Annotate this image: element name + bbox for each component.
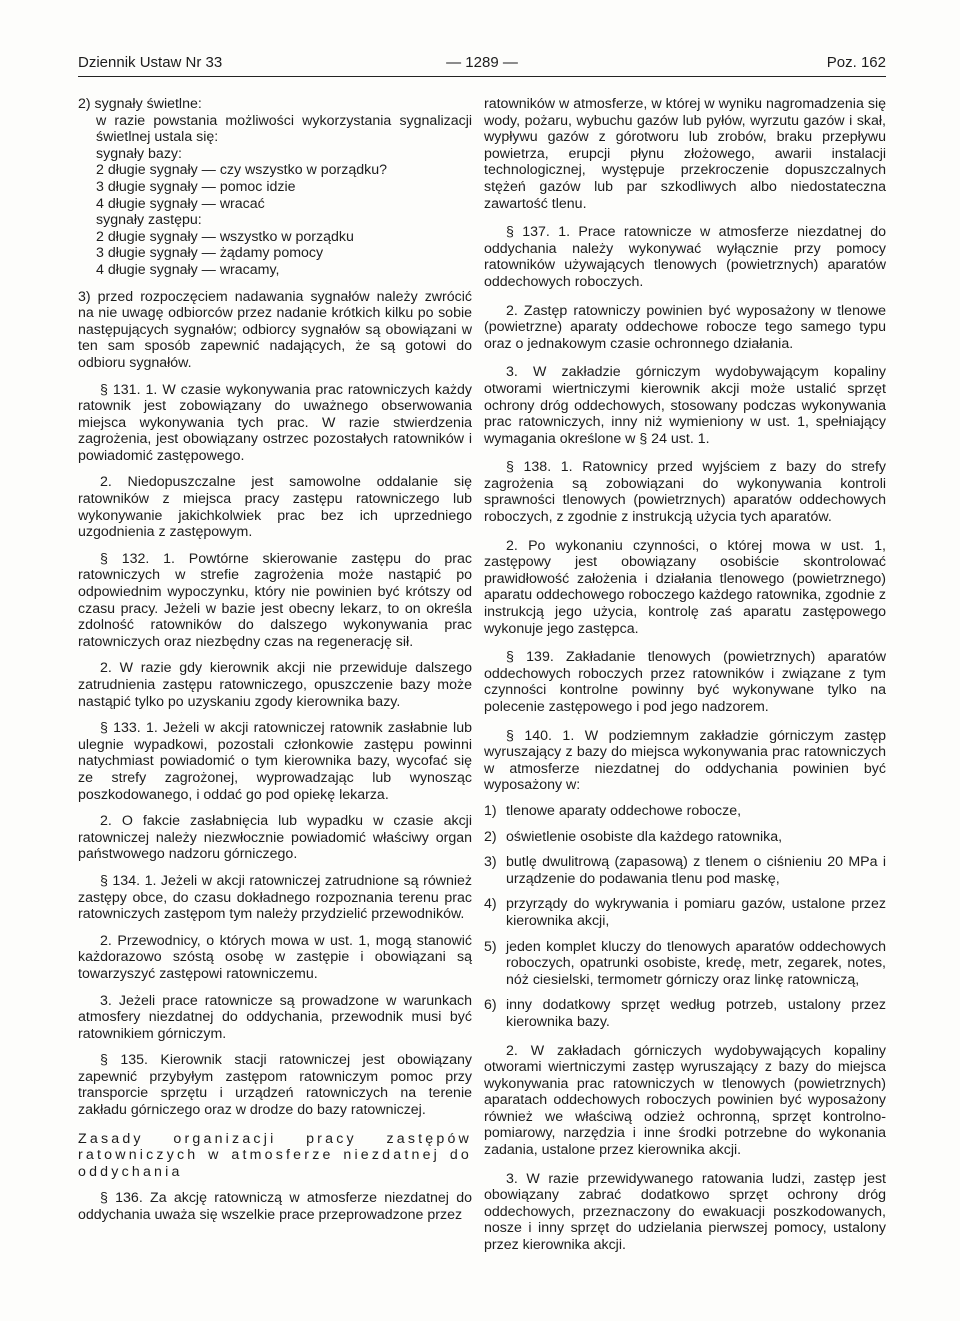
continuation-paragraph: ratowników w atmosferze, w której w wyniku nagromadzenia się wody, pożaru, wybuchu gazów lub pyłów, wyrzutu gazów i skał, wypływu gazów z górotworu lub zrobów, braku przepływu powietrza, erupcji płynu złożowego, awarii instalacji technologicznej, występuje przekroczenie dopuszczalnych stężeń gazów lub par szkodliwych albo niedostateczna zawartość tlenu.	[484, 96, 886, 212]
section-140-1: § 140. 1. W podziemnym zakładzie górniczym zastęp wyruszający z bazy do miejsca wykonywania prac ratowniczych w atmosferze niezdatnej do oddychania powinien być wyposażony w:	[484, 727, 886, 794]
section-140-2: 2. W zakładach górniczych wydobywających kopaliny otworami wiertniczymi zastęp wyruszający z bazy do miejsca wykonywania prac ratowniczych w tlenowych (powietrznych) aparatach oddechowych roboczych powinien być wyposażony również we właściwą odzież ochronną, sprzęt kontrolno-pomiarowy, narzędzia i inne środki potrzebne do wykonania zadania, ustalone przez kierownika akcji.	[484, 1042, 886, 1159]
list-item-text: przyrządy do wykrywania i pomiaru gazów, ustalone przez kierownika akcji,	[506, 896, 886, 929]
base-signals-list	[96, 162, 472, 212]
list-item-number: 6)	[484, 997, 497, 1014]
team-signals-label: sygnały zastępu:	[96, 212, 202, 229]
item3-paragraph: 3) przed rozpoczęciem nadawania sygnałów należy zwrócić na nie uwagę odbiorców przez nadanie krótkich kilku po sobie następujących sygnałów; odbiorcy sygnałów są obowiązani w ten sam sposób zapewnić nadających, że są gotowi do odbioru sygnałów.	[78, 288, 472, 371]
left-column	[78, 96, 472, 1224]
list-item-number: 5)	[484, 938, 497, 955]
list-item	[484, 803, 886, 820]
section-135: § 135. Kierownik stacji ratowniczej jest obowiązany zapewnić przybyłym zastępom ratowniczym pomoc przy transporcie sprzętu i urządzeń ratowniczych na terenie zakładu górniczego oraz w drodze do bazy ratowniczej.	[78, 1052, 472, 1119]
right-column	[484, 96, 886, 1254]
equipment-list	[484, 803, 886, 1031]
list-item-number: 1)	[484, 802, 497, 819]
list-item: 2 długie sygnały — czy wszystko w porządku?	[96, 162, 387, 179]
list-item	[484, 997, 886, 1030]
section-140-3: 3. W razie przewidywanego ratowania ludzi, zastęp jest obowiązany zabrać dodatkowo sprzęt ochrony dróg oddechowych, przeznaczony do ewakuacji poszkodowanych, nosze i inny sprzęt do udzielania pierwszej pomocy, ustalony przez kierownika akcji.	[484, 1170, 886, 1254]
item2-body	[78, 113, 472, 279]
page-number: — 1289 —	[446, 54, 518, 71]
journal-title: Dziennik Ustaw Nr 33	[78, 54, 223, 71]
item2-intro: w razie powstania możliwości wykorzystania sygnalizacji świetlnej ustala się:	[96, 112, 472, 146]
list-item: 4 długie sygnały — wracać	[96, 195, 265, 212]
section-133-2: 2. O fakcie zasłabnięcia lub wypadku w czasie akcji ratowniczej należy niezwłocznie powiadomić właściwy organ państwowego nadzoru górniczego.	[78, 813, 472, 863]
section-136: § 136. Za akcję ratowniczą w atmosferze niezdatnej do oddychania uważa się wszelkie prace przeprowadzone przez	[78, 1190, 472, 1224]
list-item-number: 2)	[484, 828, 497, 845]
section-138-2: 2. Po wykonaniu czynności, o której mowa w ust. 1, zastępowy jest obowiązany osobiście skontrolować prawidłowość założenia i działania tlenowego (powietrznego) aparatu oddechowego roboczego każdego ratownika, zgodnie z instrukcją jego użycia, kontrolę zaś aparatu zastępowego wykonuje jego zastępca.	[484, 537, 886, 637]
section-134-1: § 134. 1. Jeżeli w akcji ratowniczej zatrudnione są również zastępy obce, do czasu dokładnego rozpoznania terenu prac ratowniczych zastępom tym należy przydzielić przewodników.	[78, 872, 472, 923]
section-132-2: 2. W razie gdy kierownik akcji nie przewiduje dalszego zatrudnienia zastępu ratowniczego, opuszczenie bazy może nastąpić tylko po uzyskaniu zgody kierownika bazy.	[78, 660, 472, 710]
position-number: Poz. 162	[826, 54, 886, 71]
list-item: 3 długie sygnały — pomoc idzie	[96, 178, 296, 195]
section-132-1: § 132. 1. Powtórne skierowanie zastępu do prac ratowniczych w strefie zagrożenia może nastąpić po odpowiednim wypoczynku, który nie powinien być krótszy od czasu pracy. Jeżeli w bazie jest obecny lekarz, to on określa zdolność ratowników do dalszego wykonywania prac ratowniczych oraz niezbędny czas na regenerację sił.	[78, 550, 472, 650]
list-item-number: 4)	[484, 896, 497, 913]
section-134-2: 2. Przewodnicy, o których mowa w ust. 1, mogą stanowić każdorazowo szóstą osobę w zastępie i obowiązani są towarzyszyć zastępowi ratowniczemu.	[78, 932, 472, 982]
list-item: 3 długie sygnały — żądamy pomocy	[96, 245, 324, 262]
list-item-number: 3)	[484, 854, 497, 871]
list-item	[484, 896, 886, 929]
section-137-1: § 137. 1. Prace ratownicze w atmosferze niezdatnej do oddychania należy wykonywać wyłącznie przy pomocy ratowników używających tlenowych (powietrznych) aparatów oddechowych roboczych.	[484, 224, 886, 290]
section-139: § 139. Zakładanie tlenowych (powietrznych) aparatów oddechowych roboczych przez ratowników i związane z tym czynności kontrolne powinny być wykonywane tylko na polecenie zastępowego i pod jego nadzorem.	[484, 649, 886, 715]
page-header	[78, 54, 886, 77]
section-134-3: 3. Jeżeli prace ratownicze są prowadzone w warunkach atmosfery niezdatnej do oddychania, przewodnik musi być ratownikiem górniczym.	[78, 992, 472, 1042]
chapter-heading: Zasady organizacji pracy zastępów ratowniczych w atmosferze niezdatnej do oddychania	[78, 1130, 472, 1180]
list-item-text: butlę dwulitrową (zapasową) z tlenem o ciśnieniu 20 MPa i urządzenie do podawania tlenu pod maskę,	[506, 854, 886, 887]
list-item: 4 długie sygnały — wracamy,	[96, 261, 280, 278]
base-signals-label: sygnały bazy:	[96, 145, 182, 162]
section-131-1: § 131. 1. W czasie wykonywania prac ratowniczych każdy ratownik jest zobowiązany do uważnego obserwowania miejsca wykonywania tych prac. W razie stwierdzenia zagrożenia, jest obowiązany ostrzec pozostałych ratowników i powiadomić zastępowego.	[78, 381, 472, 464]
list-item	[484, 939, 886, 989]
list-item-text: inny dodatkowy sprzęt według potrzeb, ustalony przez kierownika bazy.	[506, 997, 886, 1030]
list-item	[484, 854, 886, 887]
list-item-text: oświetlenie osobiste dla każdego ratownika,	[506, 828, 783, 845]
section-138-1: § 138. 1. Ratownicy przed wyjściem z bazy do strefy zagrożenia są zobowiązani do wykonywania kontroli sprawności tlenowych (powietrznych) aparatów oddechowych roboczych, z zgodnie z instrukcją użycia tych aparatów.	[484, 459, 886, 526]
section-131-2: 2. Niedopuszczalne jest samowolne oddalanie się ratowników z miejsca pracy zastępu ratowniczego lub wykonywanie jakichkolwiek prac bez ich uprzedniego uzgodnienia z zastępowym.	[78, 474, 472, 541]
section-137-3: 3. W zakładzie górniczym wydobywającym kopaliny otworami wiertniczymi kierownik akcji może ustalić sprzęt ochrony dróg oddechowych, stosowany podczas wykonywania prac ratowniczych, inny niż wymieniony w ust. 1, spełniający wymagania określone w § 24 ust. 1.	[484, 364, 886, 447]
list-item-text: tlenowe aparaty oddechowe robocze,	[506, 802, 742, 819]
list-item: 2 długie sygnały — wszystko w porządku	[96, 228, 354, 245]
list-item-text: jeden komplet kluczy do tlenowych aparatów oddechowych roboczych, opatrunki osobiste, kredę, metr, zegarek, notes, nóż ciesielski, termometr górniczy oraz linkę ratowniczą,	[506, 938, 886, 988]
team-signals-list	[96, 229, 472, 279]
item2-title: 2) sygnały świetlne:	[78, 96, 202, 112]
list-item	[484, 829, 886, 846]
section-133-1: § 133. 1. Jeżeli w akcji ratowniczej ratownik zasłabnie lub ulegnie wypadkowi, pozostali członkowie zastępu powinni natychmiast powiadomić o tym kierownika bazy, wycofać się ze strefy zagrożonej, wyprowadzając lub wynosząc poszkodowanego, i oddać go pod opiekę lekarza.	[78, 720, 472, 803]
section-137-2: 2. Zastęp ratowniczy powinien być wyposażony w tlenowe (powietrzne) aparaty oddechowe robocze tego samego typu oraz o jednakowym czasie ochronnego działania.	[484, 302, 886, 352]
